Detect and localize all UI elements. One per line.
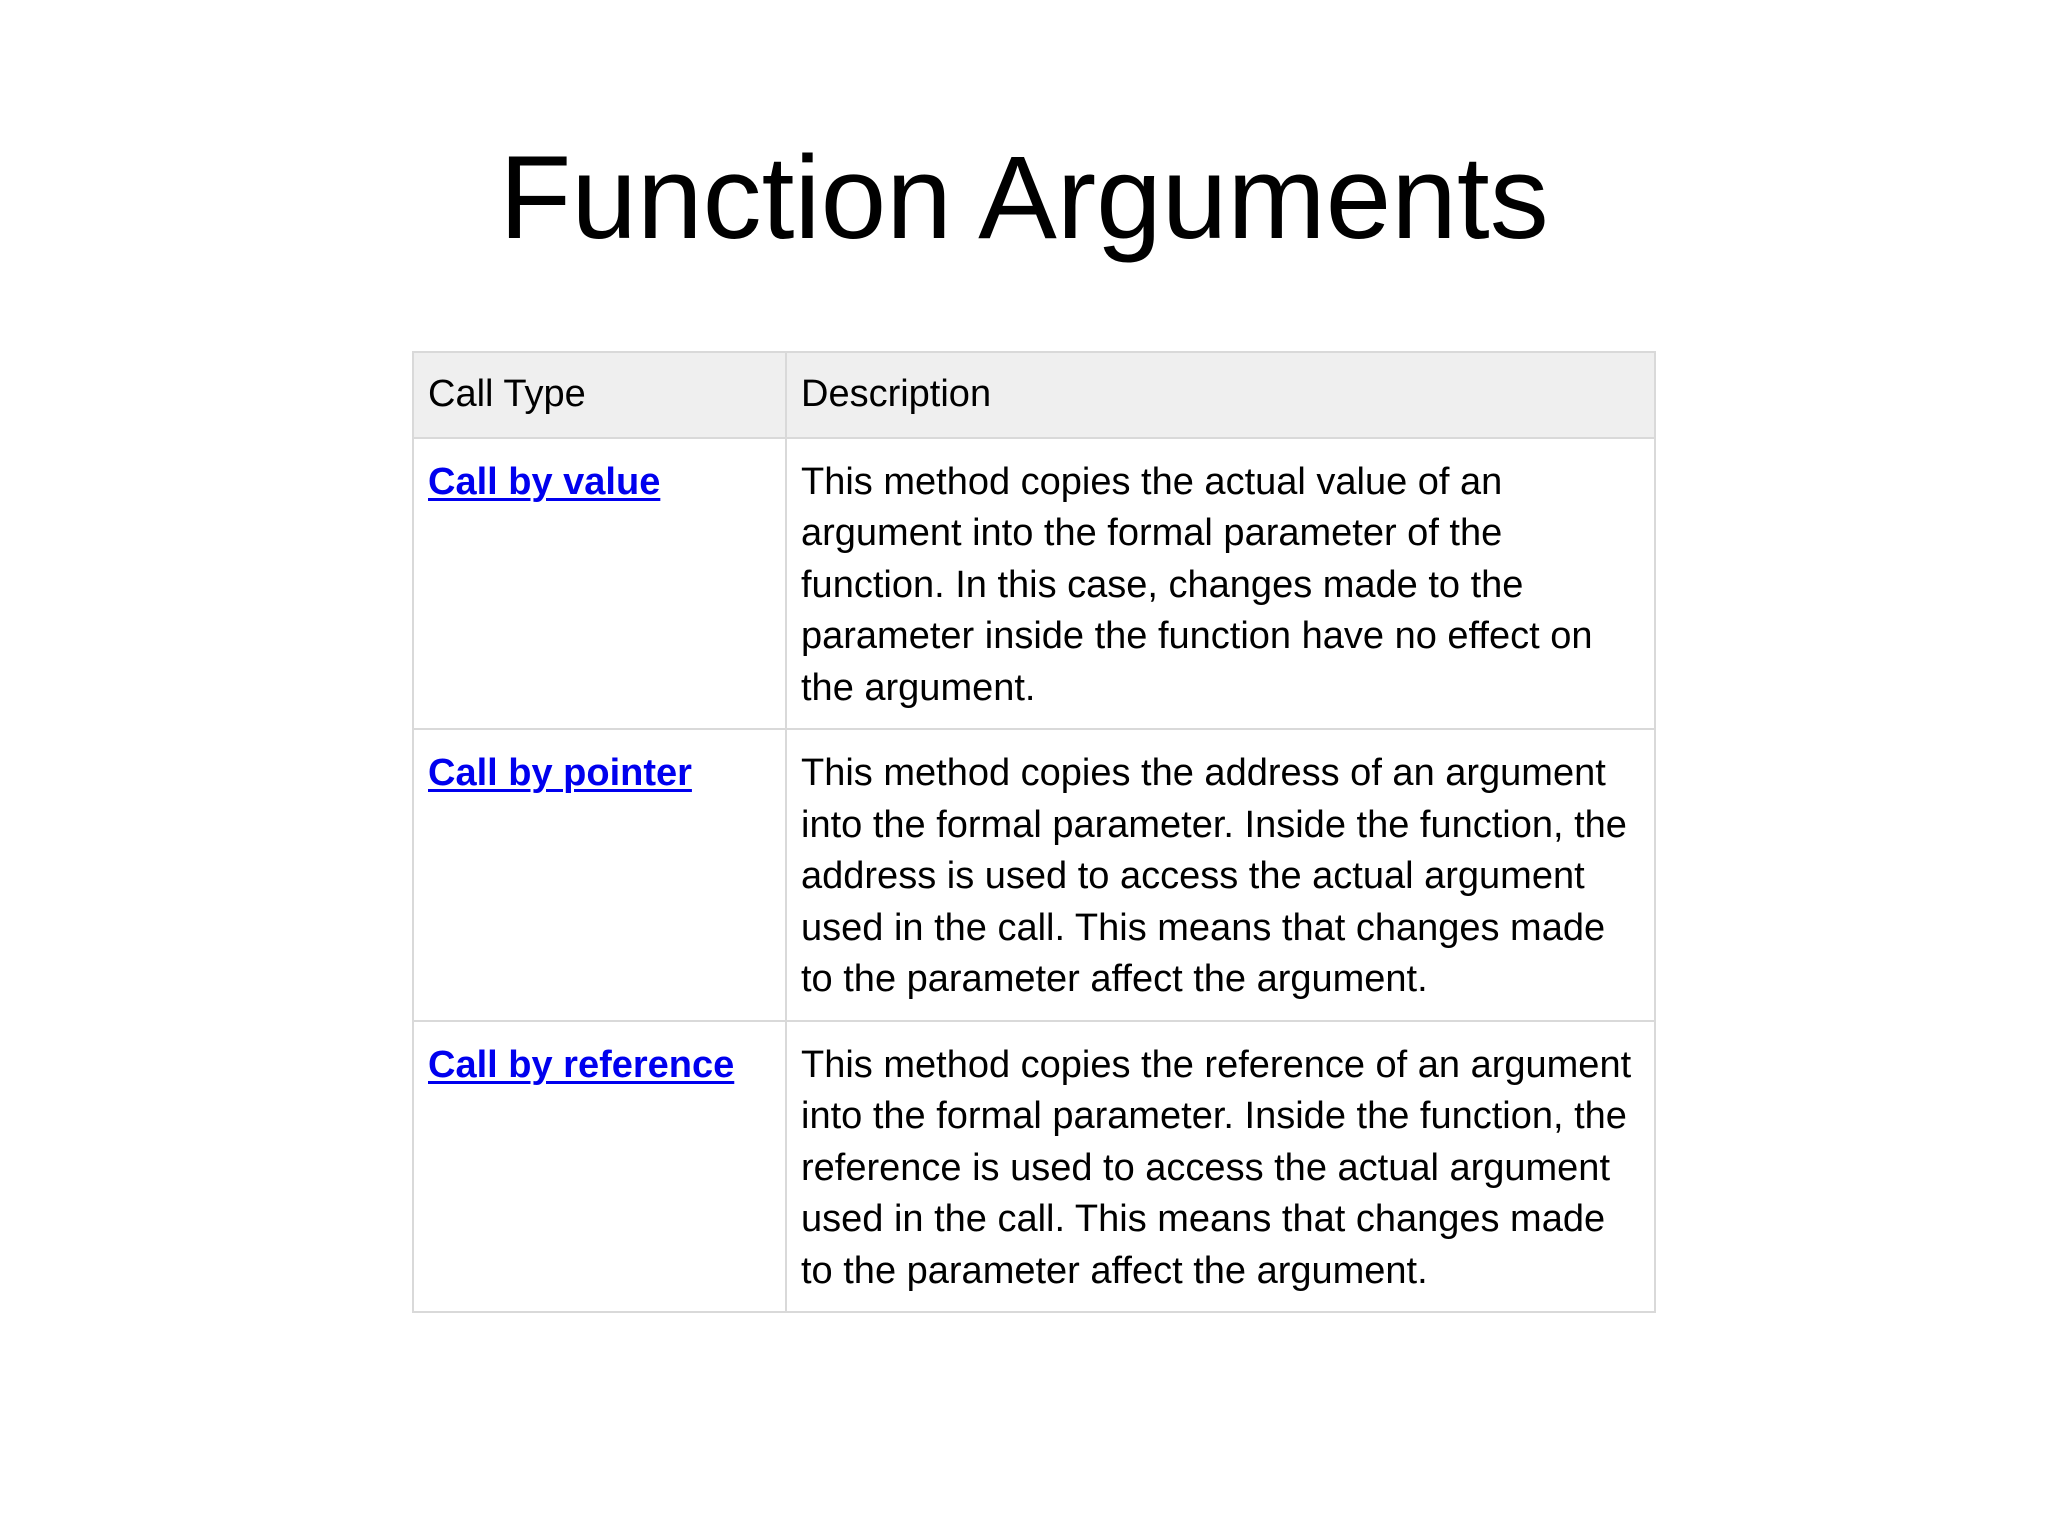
call-type-cell: [413, 438, 786, 730]
table-header-row: [413, 352, 1655, 438]
call-by-reference-link[interactable]: Call by reference: [428, 1043, 735, 1086]
function-arguments-table: [412, 351, 1656, 1313]
call-by-pointer-link[interactable]: Call by pointer: [428, 752, 692, 794]
description-cell: This method copies the actual value of an argument into the formal parameter of the function. In this case, changes made to the parameter inside the function have no effect on the argument.: [786, 438, 1655, 730]
slide-title: Function Arguments: [499, 132, 1549, 264]
table-body: [413, 438, 1655, 1313]
table-header: [413, 352, 1655, 438]
description-cell: This method copies the reference of an argument into the formal parameter. Inside the function, the reference is used to access the actual argument used in the call. This means that changes made to the parameter affect the argument.: [786, 1021, 1655, 1313]
call-type-cell: [413, 1021, 786, 1313]
call-type-cell: [413, 729, 786, 1021]
table-row: [413, 729, 1655, 1021]
column-header-description: Description: [786, 352, 1655, 438]
call-by-value-link[interactable]: Call by value: [428, 460, 661, 503]
description-cell: This method copies the address of an argument into the formal parameter. Inside the function, the address is used to access the actual argument used in the call. This means that changes made to the parameter affect the argument.: [786, 729, 1655, 1021]
column-header-call-type: Call Type: [413, 352, 786, 438]
table-row: [413, 1021, 1655, 1313]
table-row: [413, 438, 1655, 730]
